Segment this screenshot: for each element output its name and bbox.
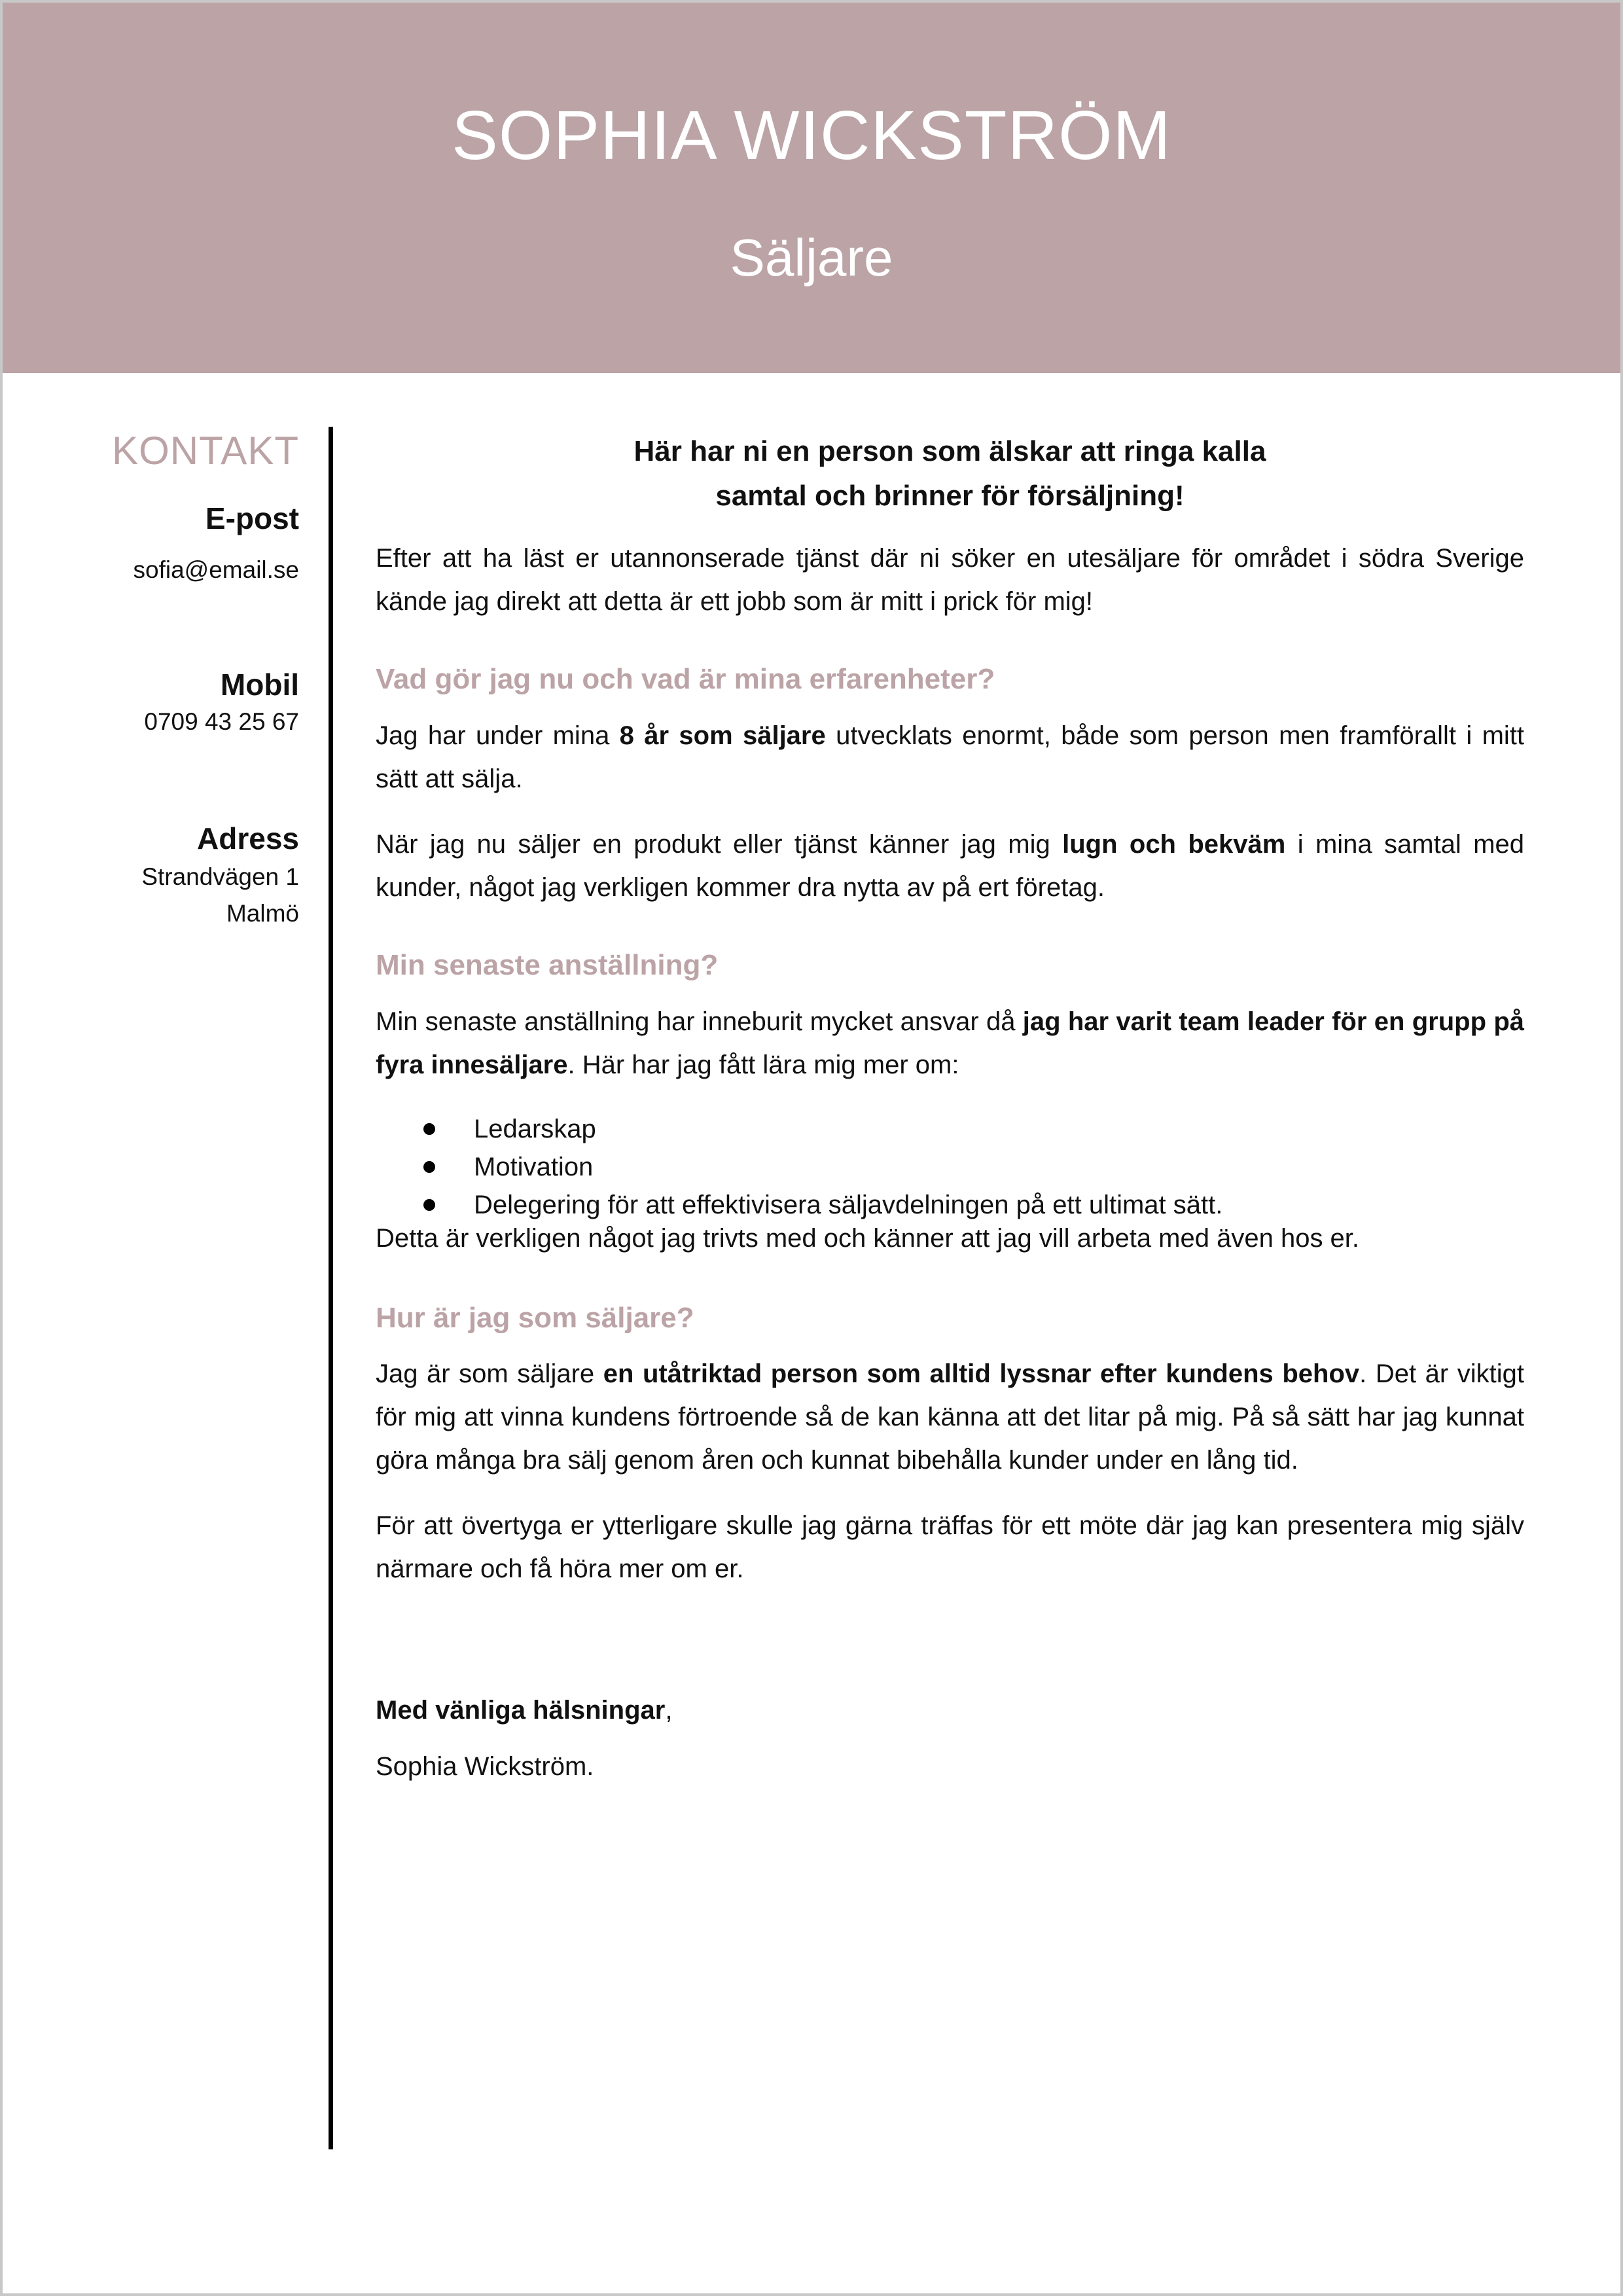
- text-run: ,: [665, 1696, 673, 1725]
- bullet-icon: [423, 1161, 435, 1173]
- signature: Sophia Wickström.: [376, 1752, 594, 1782]
- section-heading-latest-job: Min senaste anställning?: [376, 948, 719, 981]
- text-run: i mina samtal med kunder, något jag verkligen kommer dra nytta av på ert företag.: [376, 829, 1524, 902]
- signoff-greeting: Med vänliga hälsningar: [376, 1696, 666, 1725]
- list-item-text: Motivation: [474, 1152, 594, 1181]
- intro-line-2: samtal och brinner för försäljning!: [715, 480, 1185, 512]
- text-run: utvecklats enormt, både som person men framförallt i mitt sätt att sälja.: [376, 721, 1525, 793]
- list-item: [376, 1148, 1524, 1186]
- text-run: . Här har jag fått lära mig mer om:: [567, 1050, 959, 1079]
- address-label: Adress: [197, 821, 299, 855]
- header-banner: [3, 3, 1620, 373]
- section-heading-seller-style: Hur är jag som säljare?: [376, 1301, 694, 1334]
- list-item: [376, 1110, 1524, 1148]
- meeting-paragraph: För att övertyga er ytterligare skulle jag gärna träffas för ett möte där jag kan presentera mig själv närmare och få höra mer om er.: [376, 1511, 1524, 1584]
- experience-paragraph-1: [376, 714, 1524, 800]
- bullet-icon: [423, 1123, 435, 1135]
- text-run: När jag nu säljer en produkt eller tjänst känner jag mig: [376, 829, 1063, 859]
- emphasis-text: lugn och bekväm: [1062, 829, 1286, 859]
- list-item-text: Ledarskap: [474, 1114, 596, 1143]
- list-item: [376, 1186, 1524, 1224]
- text-run: . Det är viktigt för mig att vinna kundens förtroende så de kan känna att det litar på mig. På så sätt har jag kunnat göra många bra sälj genom åren och kunnat bibehålla kunder under en lång tid.: [376, 1359, 1524, 1475]
- text-run: Jag har under mina: [376, 721, 620, 750]
- text-run: Min senaste anställning har inneburit mycket ansvar då: [376, 1007, 1023, 1036]
- applicant-name: SOPHIA WICKSTRÖM: [452, 97, 1171, 174]
- skills-list: [376, 1110, 1524, 1224]
- signoff: [376, 1689, 1524, 1732]
- opening-paragraph: Efter att ha läst er utannonserade tjänst där ni söker en utesäljare för området i södra Sverige kände jag direkt att detta är ett jobb som är mitt i prick för mig!: [376, 544, 1524, 616]
- section-heading-experience: Vad gör jag nu och vad är mina erfarenheter?: [376, 663, 995, 695]
- latest-job-paragraph: [376, 1000, 1524, 1086]
- intro-heading: [376, 429, 1524, 518]
- latest-job-closing: Detta är verkligen något jag trivts med och känner att jag vill arbeta med även hos er.: [376, 1223, 1360, 1253]
- vertical-divider: [329, 427, 333, 2149]
- applicant-role: Säljare: [730, 228, 893, 287]
- contact-heading: KONTAKT: [112, 429, 299, 473]
- list-item-text: Delegering för att effektivisera säljavdelningen på ett ultimat sätt.: [474, 1190, 1223, 1219]
- email-value: sofia@email.se: [133, 556, 299, 583]
- emphasis-text: jag har varit team leader för en grupp på fyra innesäljare: [376, 1007, 1524, 1079]
- address-line-2: Malmö: [226, 899, 299, 927]
- address-line-1: Strandvägen 1: [141, 863, 299, 890]
- bullet-icon: [423, 1199, 435, 1211]
- emphasis-text: en utåtriktad person som alltid lyssnar efter kundens behov: [603, 1359, 1360, 1389]
- phone-label: Mobil: [220, 667, 299, 702]
- text-run: Jag är som säljare: [376, 1359, 603, 1389]
- letter-body: [376, 429, 1524, 1788]
- emphasis-text: 8 år som säljare: [619, 721, 826, 750]
- intro-line-1: Här har ni en person som älskar att ringa kalla: [633, 435, 1266, 467]
- email-label: E-post: [205, 501, 299, 535]
- experience-paragraph-2: [376, 823, 1524, 909]
- contact-sidebar: [42, 431, 299, 931]
- phone-value: 0709 43 25 67: [144, 708, 299, 735]
- seller-style-paragraph: [376, 1352, 1524, 1482]
